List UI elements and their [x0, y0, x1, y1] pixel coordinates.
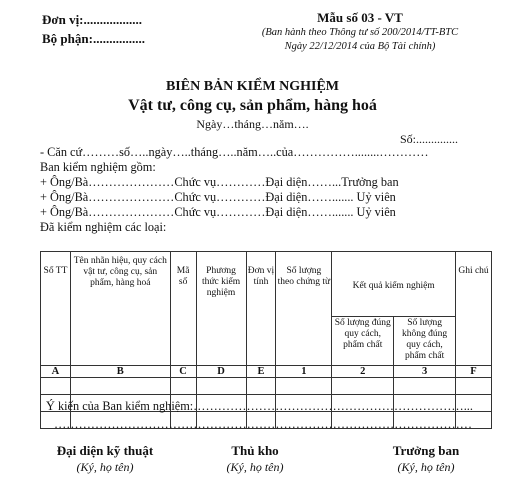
signature-note: (Ký, họ tên)	[397, 460, 455, 474]
issued-line-2: Ngày 22/12/2014 của Bộ Tài chính)	[284, 41, 436, 52]
letter-cell: B	[70, 366, 170, 378]
inspected-label: Đã kiểm nghiệm các loại:	[40, 220, 167, 234]
member-line-3: + Ông/Bà…………………Chức vụ…………Đại diện……....... Uỷ viên	[40, 205, 396, 219]
col-note: Ghi chú	[456, 252, 492, 366]
signature-title: Đại diện kỹ thuật	[56, 443, 154, 458]
signature-storekeeper	[180, 443, 330, 475]
signature-title: Trưởng ban	[392, 443, 460, 458]
signature-title: Thủ kho	[231, 443, 279, 458]
form-number: Mẫu số 03 - VT	[317, 10, 403, 25]
document-title: BIÊN BẢN KIỂM NGHIỆM	[165, 79, 340, 94]
col-ok: Số lượng đúng quy cách, phẩm chất	[332, 317, 394, 366]
letter-cell: A	[41, 366, 71, 378]
col-code: Mã số	[170, 252, 196, 366]
member-line-2: + Ông/Bà…………………Chức vụ…………Đại diện……....... Uỷ viên	[40, 190, 396, 204]
unit-field: Đơn vị:..................	[42, 12, 143, 27]
signature-head	[351, 443, 501, 475]
member-line-1: + Ông/Bà…………………Chức vụ…………Đại diện……...Trưởng ban	[40, 175, 399, 189]
letter-cell: C	[170, 366, 196, 378]
header-right	[232, 10, 488, 54]
table-letters-row	[41, 366, 492, 378]
title-block	[0, 78, 505, 132]
col-unit: Đơn vị tính	[246, 252, 276, 366]
col-result: Kết quả kiểm nghiệm	[332, 252, 456, 317]
letter-cell: F	[456, 366, 492, 378]
table-header-row	[41, 252, 492, 317]
col-method: Phương thức kiểm nghiệm	[196, 252, 246, 366]
document-date: Ngày…tháng…năm….	[196, 117, 309, 131]
letter-cell: 1	[276, 366, 332, 378]
document-number: Số:..............	[400, 132, 459, 146]
issued-line-1: (Ban hành theo Thông tư số 200/2014/TT-BTC	[261, 27, 459, 38]
header-left	[42, 10, 145, 48]
col-nok: Số lượng không đúng quy cách, phẩm chất	[394, 317, 456, 366]
col-name: Tên nhãn hiệu, quy cách vật tư, công cụ, sản phẩm, hàng hoá	[70, 252, 170, 366]
table-row	[41, 378, 492, 395]
col-stt: Số TT	[41, 252, 71, 366]
letter-cell: 3	[394, 366, 456, 378]
board-label: Ban kiểm nghiệm gồm:	[40, 160, 156, 174]
col-qty: Số lượng theo chứng từ	[276, 252, 332, 366]
letter-cell: E	[246, 366, 276, 378]
document-subtitle: Vật tư, công cụ, sản phẩm, hàng hoá	[128, 97, 377, 114]
signature-note: (Ký, họ tên)	[76, 460, 134, 474]
board-opinion: Ý kiến của Ban kiểm nghiệm:…………………………………………………………...	[46, 399, 473, 413]
board-opinion-cont: …………………………………………………………………………………………	[54, 417, 473, 431]
dept-field: Bộ phận:................	[42, 31, 145, 46]
basis-line: - Căn cứ………số…..ngày…..tháng…..năm…..của……………........…………	[40, 145, 429, 159]
letter-cell: D	[196, 366, 246, 378]
signature-technical	[30, 443, 180, 475]
signature-note: (Ký, họ tên)	[226, 460, 284, 474]
letter-cell: 2	[332, 366, 394, 378]
